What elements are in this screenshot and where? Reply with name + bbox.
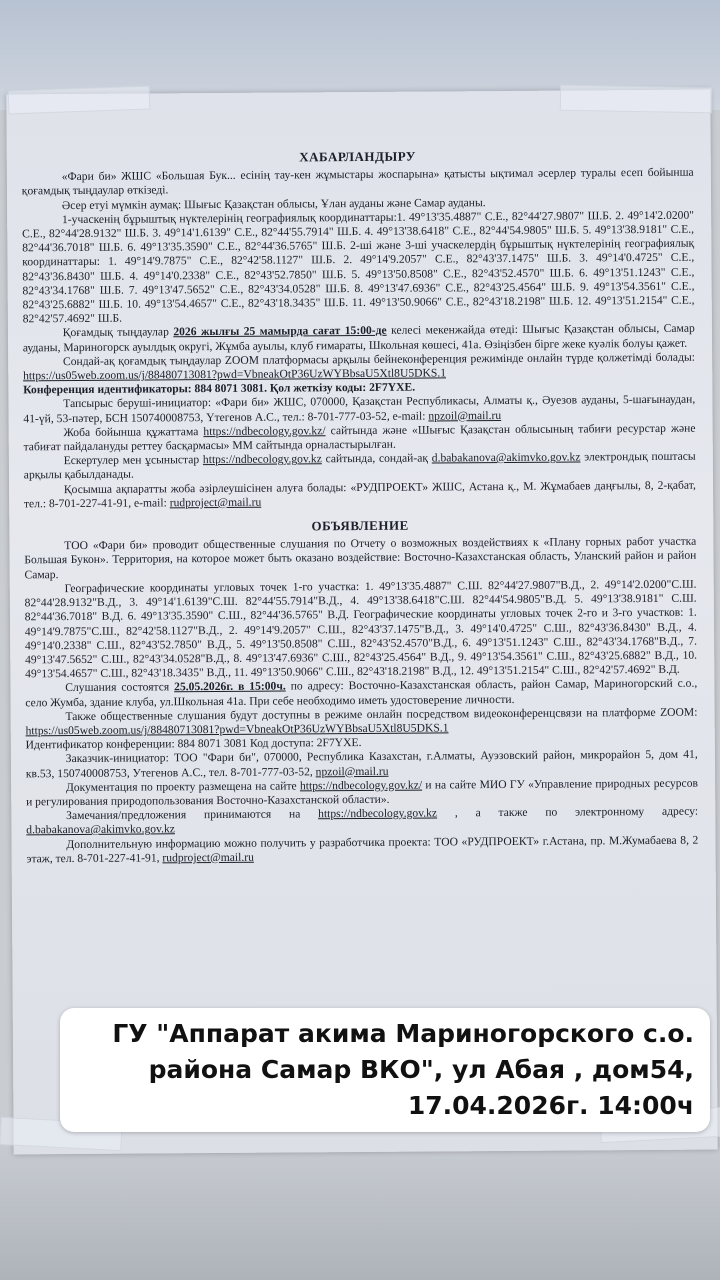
zoom-link[interactable]: https://us05web.zoom.us/j/88480713081?pwd=VbneakOtP36UzWYBbsaU5Xtl8U5DKS.1 (23, 366, 447, 383)
tape-strip (560, 85, 712, 114)
kz-text: келесі мекенжайда өтеді: Шығыс Қазақстан облысы, Самар ауданы, Мариногорск ауылдық округі, Жұмба ауылы, клуб ғимараты, Школьная көшесі, 41а. Өзіңізбен бірге жеке куәлік болуы қажет. (22, 322, 695, 354)
ecology-link[interactable]: https://ndbecology.gov.kz (318, 806, 438, 821)
ru-text: по адресу: Восточно-Казахстанская область, район Самар, Мариногорский с.о., село Жумба, здание клуба, ул.Школьная 41а. При себе необходимо иметь удостоверение личности. (25, 676, 698, 709)
email-link[interactable]: npzoil@mail.ru (428, 408, 502, 423)
ru-paragraph: ТОО «Фари би» проводит общественные слушания по Отчету о возможных воздействиях к «Плану горных работ участка Большая Букон». Территория, на которое может быть оказано воздействие: Восточно-Казахстанская область, Уланский район и район Самар. (24, 534, 697, 582)
background-ground (0, 1140, 720, 1280)
ecology-link[interactable]: https://ndbecology.gov.kz (202, 452, 322, 467)
kz-text: сайтында, сондай-ақ (321, 451, 432, 466)
photo-caption (60, 1008, 710, 1132)
kz-text: Ескертулер мен ұсыныстар (63, 453, 203, 468)
ru-text: Замечания/предложения принимаются на (66, 807, 319, 823)
ru-text: Слушания состоятся (65, 680, 175, 695)
notice-text (22, 148, 699, 867)
email-link[interactable]: rudproject@mail.ru (169, 495, 262, 510)
kz-hearing-date: 2026 жылғы 25 мамырда сағат 15:00-де (173, 324, 387, 339)
ru-text: и на сайте МИО ГУ «Управление природных ресурсов и регулирования природопользования Восточно-Казахстанской области». (26, 776, 698, 809)
ru-paragraph: Идентификатор конференции: 884 8071 3081 Код доступа: 2F7YXE. (25, 736, 362, 752)
ru-coordinates: Географические координаты угловых точек 1-го участка: 1. 49°13'35.4887" С.Ш. 82°44'27.9807"В.Д., 2. 49°14'2.0200"С.Ш. 82°44'28.9132"В.Д., 3. 49°14'1.6139"С.Ш. 82°44'55.7914"В.Д., 4. 49°13'38.6418"С.Ш. 82°44'54.9805"В.Д. 5. 49°13'38.9181" С.Ш. 82°44'36.7018" В.Д. 6. 49°13'35.3590" С.Ш., 82°44'36.5765" В.Д. Географические координаты угловых точек 2-го и 3-го участков: 1. 49°14'9.7875"С.Ш., 82°42'58.1127"В.Д., 2. 49°14'9.2057" С.Ш., 82°43'37.1475"В.Д., 3. 49°14'0.4725" С.Ш., 82°43'36.8430" В.Д., 4. 49°14'0.2338" С.Ш., 82°43'52.7850" В.Д., 5. 49°13'50.8508" С.Ш., 82°43'52.4570"В.Д., 6. 49°13'51.1243" С.Ш., 82°43'34.1768"В.Д., 7. 49°13'47.5652" С.Ш., 82°43'34.0528"В.Д., 8. 49°13'47.6936" С.Ш., 82°43'25.4564" В.Д., 9. 49°13'54.3561" С.Ш., 82°43'25.6882" В.Д., 10. 49°13'54.4657" С.Ш., 82°43'18.3435" В.Д., 11. 49°13'50.9066" С.Ш., 82°43'18.2198" В.Д., 12. 49°13'51.2154" С.Ш., 82°42'57.4692" В.Д. (24, 577, 698, 681)
kz-paragraph: Әсер етуі мүмкін аумақ: Шығыс Қазақстан облысы, Ұлан ауданы және Самар ауданы. (61, 195, 486, 212)
ecology-link[interactable]: https://ndbecology.gov.kz/ (299, 778, 423, 793)
ru-text: Дополнительную информацию можно получить у разработчика проекта: ТОО «РУДПРОЕКТ» г.Астана, пр. М.Жумабаева 8, 2 этаж, тел. 8-701-227-41-91, (26, 833, 699, 866)
kz-text: Сондай-ақ қоғамдық тыңдаулар ZOOM платформасы арқылы бейнеконференция режимінде онлайн түрде қолжетімді болады: (62, 350, 696, 368)
ru-text: Также общественные слушания будут доступны в режиме онлайн посредством видеоконференцсвязи на платформе ZOOM: (65, 705, 698, 723)
kz-text: электрондық поштасы арқылы қабылданады. (23, 449, 696, 482)
kz-title: ХАБАРЛАНДЫРУ (299, 148, 416, 165)
kz-coordinates: 1-учаскенің бұрыштық нүктелерінің географиялық координаттары:1. 49°13'35.4887" С.Е., 82°44'27.9807" Ш.Б. 2. 49°14'2.0200" С.Е., 82°44'28.9132" Ш.Б. 3. 49°14'1.6139" С.Е., 82°44'55.7914" Ш.Б. 4. 49°13'38.6418" С.Е., 82°44'54.9805" Ш.Б. 5. 49°13'38.9181" С.Е., 82°44'36.7018" Ш.Б. 6. 49°13'35.3590" С.Е., 82°44'36.5765" Ш.Б. 2-ші және 3-ші учаскелердің бұрыштық нүктелерінің географиялық координаттары: 1. 49°14'9.7875" С.Е., 82°42'58.1127" Ш.Б. 2. 49°14'9.2057" С.Е., 82°43'37.1475" Ш.Б. 3. 49°14'0.4725" С.Е., 82°43'36.8430" Ш.Б. 4. 49°14'0.2338" С.Е., 82°43'52.7850" Ш.Б. 5. 49°13'50.8508" С.Е., 82°43'52.4570" Ш.Б. 6. 49°13'51.1243" С.Е., 82°43'34.1768" Ш.Б. 7. 49°13'47.5652" С.Е., 82°43'34.0528" Ш.Б. 8. 49°13'47.6936" С.Е., 82°43'25.4564" Ш.Б. 9. 49°13'54.3561" С.Е., 82°43'25.6882" Ш.Б. 10. 49°13'54.4657" С.Е., 82°43'18.3435" Ш.Б. 11. 49°13'50.9066" С.Е., 82°43'18.2198" Ш.Б. 12. 49°13'51.2154" С.Е., 82°42'57.4692" Ш.Б. (22, 208, 695, 326)
email-link[interactable]: rudproject@mail.ru (162, 850, 254, 865)
kz-text: сайтында және «Шығыс Қазақстан облысының табиғи ресурстар және табиғат пайдалануды реттеу басқармасы» ММ сайтында орналастырылған. (23, 421, 696, 454)
zoom-link[interactable]: https://us05web.zoom.us/j/88480713081?pwd=VbneakOtP36UzWYBbsaU5Xtl8U5DKS.1 (25, 721, 449, 738)
email-link[interactable]: d.babakanova@akimvko.gov.kz (431, 450, 581, 465)
kz-text: Қосымша ақпаратты жоба әзірлеушісінен алуға болады: «РУДПРОЕКТ» ЖШС, Астана қ., М. Жұмабаев даңғылы, 8, 2-қабат, тел.: 8-701-227-41-91, e-mail: (23, 478, 696, 511)
kz-text: Жоба бойынша құжаттама (63, 424, 204, 439)
caption-line: ГУ "Аппарат акима Мариногорского с.о. (112, 1019, 694, 1048)
ru-text: Заказчик-инициатор: ТОО "Фари би", 070000, Республика Казахстан, г.Алматы, Ауэзовский район, микрорайон 5, дом 41, кв.53, 150740008753, Утегенов А.С., тел. 8-701-777-03-52, (25, 747, 698, 780)
ru-text: Документация по проекту размещена на сайте (65, 779, 300, 794)
kz-paragraph: Конференция идентификаторы: 884 8071 3081. Қол жеткізу коды: 2F7YXE. (23, 380, 416, 397)
kz-text: Қоғамдық тыңдаулар (62, 325, 174, 340)
ru-text: , а также по электронному адресу: (437, 804, 699, 820)
email-link[interactable]: d.babakanova@akimvko.gov.kz (26, 822, 175, 837)
caption-line: 17.04.2026г. 14:00ч (407, 1091, 694, 1120)
caption-line: района Самар ВКО", ул Абая , дом54, (148, 1055, 694, 1084)
ru-title: ОБЪЯВЛЕНИЕ (311, 517, 409, 534)
ru-hearing-date: 25.05.2026г. в 15:00ч. (174, 679, 286, 694)
ecology-link[interactable]: https://ndbecology.gov.kz/ (203, 424, 326, 438)
tape-strip (8, 86, 151, 115)
kz-paragraph: «Фари би» ЖШС «Большая Бук... есінің тау-кен жұмыстары жоспарына» қатысты ықтимал әсерлер туралы есеп бойынша қоғамдық тыңдаулар өткізеді. (21, 165, 694, 198)
kz-text: Тапсырыс беруші-инициатор: «Фари би» ЖШС, 070000, Қазақстан Республикасы, Алматы қ., Әуезов ауданы, 5-шағынаудан, 41-үй, 53-пәтер, БСН 150740008753, Үтегенов А.С., тел.: 8-701-777-03-52, e-mail: (23, 393, 696, 426)
ru-paragraph (26, 833, 698, 866)
email-link[interactable]: npzoil@mail.ru (315, 764, 389, 778)
